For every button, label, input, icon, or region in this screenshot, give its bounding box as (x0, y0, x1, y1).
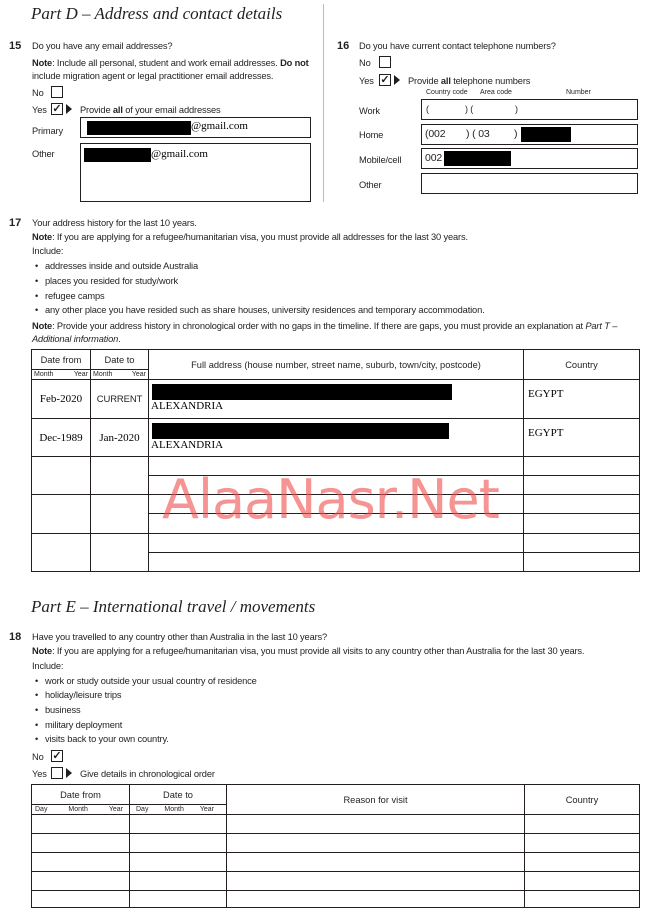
cell-country[interactable] (524, 476, 640, 495)
check-icon: ✓ (52, 103, 62, 115)
q15-no-checkbox[interactable] (51, 86, 63, 98)
subhdr-to (130, 805, 227, 815)
table-row (32, 815, 640, 834)
col-full-address: Full address (house number, street name, suburb, town/city, postcode) (149, 350, 524, 380)
cell-reason[interactable] (227, 815, 525, 834)
sub-day: Day (35, 806, 48, 813)
sub-month: Month (164, 806, 184, 813)
table-row (32, 495, 640, 514)
cell-address[interactable] (149, 514, 524, 534)
q17-note2-text: : Provide your address history in chronological order with no gaps in the timeline. If there are gaps, you must provide an explanation at (52, 321, 586, 331)
q16-provide-instruction (408, 76, 530, 86)
q16-col-country-code: Country code (426, 89, 468, 96)
q15-other-email-value: @gmail.com (151, 148, 208, 160)
q16-home-country-code: (002 (425, 128, 446, 140)
col-country: Country (524, 350, 640, 380)
q17-note2-end: . (118, 334, 121, 344)
paren-mid: ) ( (465, 104, 474, 114)
cell-date-to[interactable] (130, 834, 227, 853)
q17-note2-label: Note (32, 321, 53, 331)
table-row (32, 419, 640, 457)
redacted-block (84, 148, 151, 162)
q18-bullet: • work or study outside your usual country of residence (45, 676, 257, 686)
q15-note-bold: Do not (280, 58, 309, 68)
q17-bullet: • places you resided for study/work (45, 276, 178, 286)
q15-primary-email-field[interactable] (80, 117, 311, 138)
table-row (32, 872, 640, 891)
sub-day: Day (136, 806, 149, 813)
col-country: Country (525, 785, 640, 815)
q15-provide-bold: all (112, 105, 123, 115)
q17-bullet: • addresses inside and outside Australia (45, 261, 198, 271)
country-value: EGYPT (528, 388, 564, 400)
q15-provide-pre: Provide (80, 105, 113, 115)
date-from-value: Feb-2020 (39, 393, 83, 405)
cell-date-from[interactable] (32, 872, 130, 891)
cell-reason[interactable] (227, 853, 525, 872)
q17-note2-italic: Part T – (585, 321, 618, 331)
q16-no-checkbox[interactable] (379, 56, 391, 68)
q18-number: 18 (9, 631, 22, 643)
q16-work-label: Work (359, 106, 380, 116)
cell-date-to[interactable] (91, 495, 149, 534)
table-row (32, 457, 640, 476)
column-divider (323, 4, 324, 202)
q17-note1-label: Note (32, 232, 53, 242)
part-e-title: Part E – International travel / movements (31, 597, 316, 616)
cell-address[interactable] (149, 534, 524, 553)
country-value: EGYPT (528, 427, 564, 439)
col-date-to: Date to (91, 350, 149, 370)
cell-country[interactable] (524, 553, 640, 572)
sub-month: Month (34, 371, 54, 378)
q15-primary-email-value: @gmail.com (191, 120, 248, 132)
cell-date-from[interactable] (32, 419, 91, 457)
q16-provide-bold: all (440, 76, 451, 86)
q17-number: 17 (9, 217, 22, 229)
q17-bullet: • any other place you have resided such as share houses, university residences and temporary accommodation. (45, 305, 485, 315)
cell-reason[interactable] (227, 872, 525, 891)
sub-year: Year (199, 806, 214, 813)
q15-note-label: Note (32, 58, 53, 68)
q18-bullet: • military deployment (45, 720, 122, 730)
cell-date-to[interactable] (130, 872, 227, 891)
col-date-to: Date to (130, 785, 227, 805)
redacted-block (521, 127, 571, 142)
q18-no-label: No (32, 752, 44, 762)
q16-col-area-code: Area code (480, 89, 512, 96)
q15-other-label: Other (32, 149, 55, 159)
q15-question: Do you have any email addresses? (32, 41, 173, 51)
watermark: AlaaNasr.Net (162, 468, 499, 531)
q15-note (32, 58, 309, 68)
q16-home-area-code: ) ( 03 (466, 128, 490, 140)
address-history-table (31, 349, 640, 572)
cell-country[interactable] (524, 495, 640, 514)
q16-home-phone-field[interactable] (421, 124, 638, 145)
arrow-right-icon (66, 768, 72, 778)
q18-note-text: : If you are applying for a refugee/humanitarian visa, you must provide all visits to any country other than Australia for the last 30 years. (52, 646, 585, 656)
cell-country[interactable] (524, 380, 640, 419)
q18-no-checkbox[interactable] (51, 750, 63, 762)
paren-close: ) (515, 104, 518, 114)
cell-address[interactable] (149, 476, 524, 495)
cell-date-from[interactable] (32, 457, 91, 495)
cell-address[interactable] (149, 457, 524, 476)
q15-other-email-field[interactable] (80, 143, 311, 202)
sub-month: Month (68, 806, 88, 813)
arrow-right-icon (394, 75, 400, 85)
q16-work-phone-field[interactable] (421, 99, 638, 120)
cell-date-to[interactable] (130, 853, 227, 872)
q17-note1-text: : If you are applying for a refugee/humanitarian visa, you must provide all addresses for the last 30 years. (52, 232, 468, 242)
date-to-value: Jan-2020 (99, 431, 140, 444)
cell-date-to[interactable] (91, 419, 149, 457)
q16-question: Do you have current contact telephone numbers? (359, 41, 556, 51)
date-from-value: Dec-1989 (39, 431, 83, 444)
cell-country[interactable] (525, 815, 640, 834)
q18-yes-label: Yes (32, 769, 47, 779)
cell-date-to[interactable] (130, 815, 227, 834)
arrow-right-icon (66, 104, 72, 114)
q17-note2-line2 (32, 334, 121, 344)
q16-mobile-label: Mobile/cell (359, 155, 402, 165)
subhdr-from (32, 805, 130, 815)
cell-country[interactable] (524, 457, 640, 476)
cell-country[interactable] (525, 891, 640, 908)
q16-other-label: Other (359, 180, 382, 190)
table-row (32, 891, 640, 908)
q16-col-number: Number (566, 89, 591, 96)
cell-country[interactable] (525, 853, 640, 872)
subhdr-to (91, 370, 149, 380)
cell-date-from[interactable] (32, 853, 130, 872)
q15-yes-label: Yes (32, 105, 47, 115)
q15-primary-label: Primary (32, 126, 63, 136)
cell-address[interactable] (149, 380, 524, 419)
q15-yes-checkbox[interactable] (51, 103, 63, 115)
q15-no-label: No (32, 88, 44, 98)
cell-date-to[interactable] (91, 380, 149, 419)
sub-year: Year (108, 806, 123, 813)
cell-date-to[interactable] (91, 534, 149, 572)
cell-country[interactable] (524, 514, 640, 534)
cell-date-to[interactable] (91, 457, 149, 495)
q15-provide-instruction (80, 105, 220, 115)
cell-country[interactable] (524, 534, 640, 553)
q16-yes-label: Yes (359, 76, 374, 86)
table-row (32, 853, 640, 872)
q18-bullet: • visits back to your own country. (45, 734, 169, 744)
part-d-title: Part D – Address and contact details (31, 4, 283, 23)
check-icon: ✓ (52, 750, 62, 762)
q17-question: Your address history for the last 10 years. (32, 218, 197, 228)
cell-date-from[interactable] (32, 380, 91, 419)
q15-note-text: : Include all personal, student and work email addresses. (52, 58, 281, 68)
redacted-block (87, 121, 191, 135)
q18-include-label: Include: (32, 661, 64, 671)
redacted-block (444, 151, 511, 166)
cell-address[interactable] (149, 419, 524, 457)
cell-reason[interactable] (227, 891, 525, 908)
q16-mobile-value: 002 (425, 152, 443, 164)
q16-home-label: Home (359, 130, 384, 140)
redacted-block (152, 423, 449, 439)
cell-country[interactable] (524, 419, 640, 457)
q15-provide-post: of your email addresses (122, 105, 221, 115)
q17-note1 (32, 232, 468, 242)
q16-yes-checkbox[interactable] (379, 74, 391, 86)
q16-mobile-phone-field[interactable] (421, 148, 638, 169)
cell-date-to[interactable] (130, 891, 227, 908)
cell-date-from[interactable] (32, 891, 130, 908)
table-row (32, 534, 640, 553)
check-icon: ✓ (380, 74, 390, 86)
q17-include-label: Include: (32, 246, 64, 256)
cell-date-from[interactable] (32, 534, 91, 572)
q16-other-phone-field[interactable] (421, 173, 638, 194)
q18-bullet: • business (45, 705, 81, 715)
q18-bullet: • holiday/leisure trips (45, 690, 121, 700)
table-row (32, 834, 640, 853)
col-date-from: Date from (32, 350, 91, 370)
q15-note-line2: include migration agent or legal practitioner email addresses. (32, 71, 274, 81)
address-value: ALEXANDRIA (151, 400, 224, 412)
redacted-block (152, 384, 452, 400)
sub-year: Year (73, 371, 88, 378)
q18-yes-instruction: Give details in chronological order (80, 769, 215, 779)
date-to-value: CURRENT (96, 393, 143, 405)
cell-date-from[interactable] (32, 815, 130, 834)
cell-country[interactable] (525, 872, 640, 891)
address-value: ALEXANDRIA (151, 439, 224, 451)
q18-question: Have you travelled to any country other than Australia in the last 10 years? (32, 632, 328, 642)
q17-note2-italic2: Additional information (32, 334, 119, 344)
cell-address[interactable] (149, 495, 524, 514)
q16-no-label: No (359, 58, 371, 68)
travel-history-table (31, 784, 640, 908)
q16-number: 16 (337, 40, 350, 52)
col-date-from: Date from (32, 785, 130, 805)
cell-date-from[interactable] (32, 834, 130, 853)
q18-note-label: Note (32, 646, 53, 656)
cell-country[interactable] (525, 834, 640, 853)
sub-year: Year (131, 371, 146, 378)
paren-close: ) (514, 128, 518, 140)
q18-yes-checkbox[interactable] (51, 767, 63, 779)
q18-note (32, 646, 584, 656)
q17-bullet: • refugee camps (45, 291, 105, 301)
col-reason: Reason for visit (227, 785, 525, 815)
q16-provide-post: telephone numbers (450, 76, 531, 86)
subhdr-from (32, 370, 91, 380)
cell-address[interactable] (149, 553, 524, 572)
cell-reason[interactable] (227, 834, 525, 853)
paren-open: ( (426, 104, 429, 114)
table-row (32, 380, 640, 419)
sub-month: Month (93, 371, 113, 378)
q16-provide-pre: Provide (408, 76, 441, 86)
cell-date-from[interactable] (32, 495, 91, 534)
q15-number: 15 (9, 40, 22, 52)
q17-note2 (32, 321, 617, 331)
